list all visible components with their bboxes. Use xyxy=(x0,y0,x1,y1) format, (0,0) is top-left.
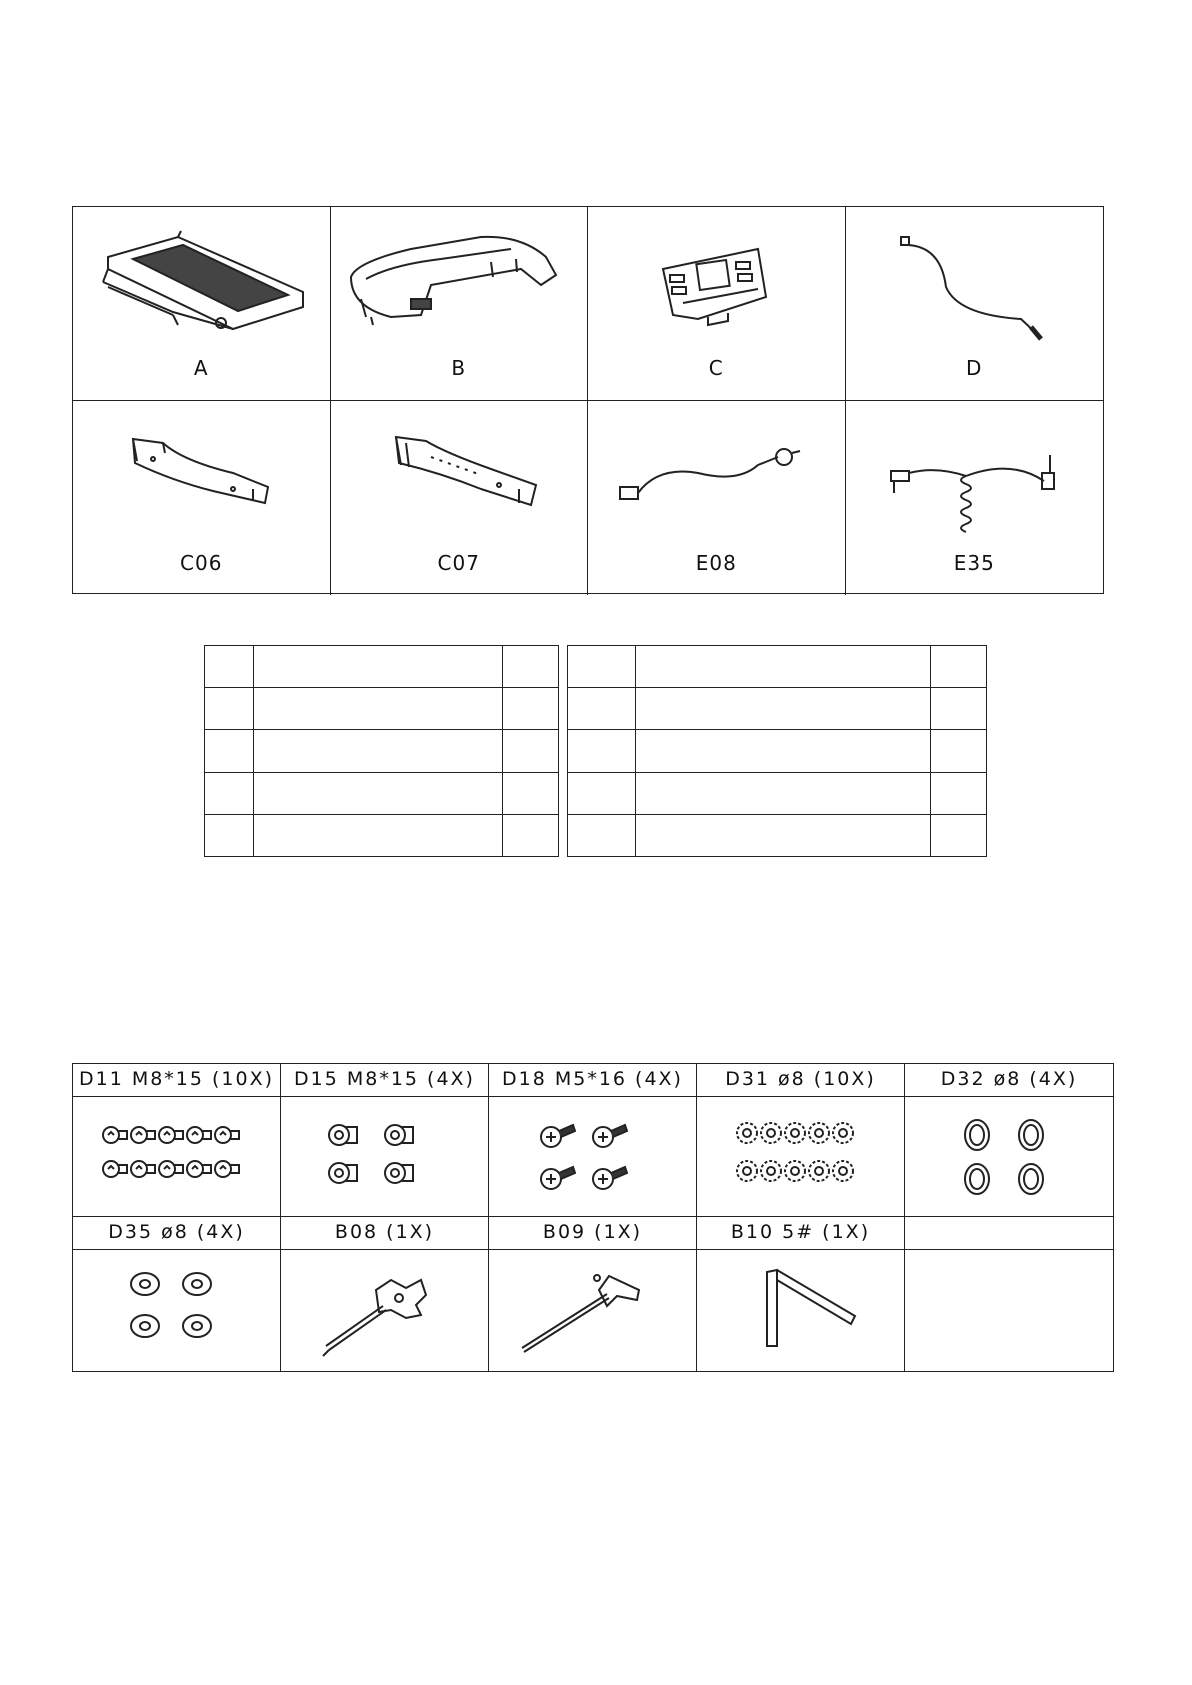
table-cell xyxy=(502,688,558,730)
table-row xyxy=(205,772,987,814)
table-cell xyxy=(930,646,986,688)
table-cell xyxy=(502,646,558,688)
table-row xyxy=(205,688,987,730)
table-cell xyxy=(635,646,930,688)
hardware-cell-d32 xyxy=(905,1097,1113,1217)
upright-right-icon xyxy=(331,401,589,561)
part-label: C07 xyxy=(437,551,480,575)
major-parts-grid xyxy=(72,206,1104,594)
part-label: C xyxy=(708,356,724,380)
hardware-cell-empty xyxy=(905,1250,1113,1371)
table-cell xyxy=(254,730,503,772)
table-cell xyxy=(254,646,503,688)
spring-washer-icon xyxy=(905,1097,1112,1217)
table-cell xyxy=(635,730,930,772)
table-cell xyxy=(930,730,986,772)
table-cell xyxy=(568,730,635,772)
table-cell xyxy=(254,688,503,730)
table-cell xyxy=(205,688,254,730)
table-cell xyxy=(568,772,635,814)
hardware-cell-d15 xyxy=(281,1097,489,1217)
part-label: B xyxy=(451,356,467,380)
table-cell xyxy=(930,688,986,730)
upright-left-icon xyxy=(73,401,331,561)
star-washer-icon xyxy=(697,1097,904,1217)
button-head-bolt-icon xyxy=(73,1097,280,1217)
flat-washer-icon xyxy=(73,1250,280,1370)
table-row xyxy=(205,646,987,688)
table-cell xyxy=(502,814,558,856)
table-cell xyxy=(635,688,930,730)
table-cell xyxy=(502,730,558,772)
hardware-grid xyxy=(72,1063,1114,1372)
table-cell xyxy=(930,814,986,856)
table-cell xyxy=(568,688,635,730)
hardware-label: D35 ø8 (4X) xyxy=(73,1217,281,1250)
parts-list-table xyxy=(204,645,987,857)
table-separator xyxy=(559,730,568,772)
part-label: D xyxy=(966,356,983,380)
table-separator xyxy=(559,688,568,730)
table-row xyxy=(205,814,987,856)
table-cell xyxy=(205,814,254,856)
part-cell-c06 xyxy=(73,401,331,595)
console-icon xyxy=(588,207,846,367)
hardware-label: B08 (1X) xyxy=(281,1217,489,1250)
audio-cable-icon xyxy=(846,401,1104,561)
part-label: E35 xyxy=(953,551,995,575)
safety-key-cord-icon xyxy=(846,207,1104,367)
hardware-label: B10 5# (1X) xyxy=(697,1217,905,1250)
table-separator xyxy=(559,814,568,856)
hardware-cell-d35 xyxy=(73,1250,281,1371)
part-label: E08 xyxy=(695,551,737,575)
table-cell xyxy=(635,772,930,814)
hardware-label: D31 ø8 (10X) xyxy=(697,1064,905,1097)
l-allen-key-icon xyxy=(697,1250,904,1370)
power-cord-icon xyxy=(588,401,846,561)
table-separator xyxy=(559,772,568,814)
hardware-label: B09 (1X) xyxy=(489,1217,697,1250)
table-cell xyxy=(205,730,254,772)
part-label: C06 xyxy=(180,551,223,575)
part-cell-c07 xyxy=(331,401,589,595)
table-cell xyxy=(254,772,503,814)
part-cell-c xyxy=(588,207,846,401)
treadmill-deck-icon xyxy=(73,207,331,367)
table-row xyxy=(205,730,987,772)
part-cell-e35 xyxy=(846,401,1104,595)
table-cell xyxy=(254,814,503,856)
part-cell-a xyxy=(73,207,331,401)
phillips-screw-icon xyxy=(489,1097,696,1217)
table-cell xyxy=(205,646,254,688)
hardware-cell-b10 xyxy=(697,1250,905,1371)
table-separator xyxy=(559,646,568,688)
hardware-cell-b09 xyxy=(489,1250,697,1371)
table-cell xyxy=(205,772,254,814)
hardware-cell-d11 xyxy=(73,1097,281,1217)
hardware-label: D11 M8*15 (10X) xyxy=(73,1064,281,1097)
table-cell xyxy=(568,814,635,856)
t-handle-allen-key-icon xyxy=(489,1250,696,1370)
hardware-cell-d31 xyxy=(697,1097,905,1217)
part-cell-d xyxy=(846,207,1104,401)
table-cell xyxy=(930,772,986,814)
part-cell-b xyxy=(331,207,589,401)
table-cell xyxy=(635,814,930,856)
socket-cap-bolt-icon xyxy=(281,1097,488,1217)
hardware-cell-d18 xyxy=(489,1097,697,1217)
handrail-frame-icon xyxy=(331,207,589,367)
part-label: A xyxy=(193,356,209,380)
hardware-label: D18 M5*16 (4X) xyxy=(489,1064,697,1097)
multi-wrench-screwdriver-icon xyxy=(281,1250,488,1370)
table-cell xyxy=(502,772,558,814)
hardware-label xyxy=(905,1217,1113,1250)
hardware-label: D32 ø8 (4X) xyxy=(905,1064,1113,1097)
hardware-cell-b08 xyxy=(281,1250,489,1371)
hardware-label: D15 M8*15 (4X) xyxy=(281,1064,489,1097)
table-cell xyxy=(568,646,635,688)
part-cell-e08 xyxy=(588,401,846,595)
